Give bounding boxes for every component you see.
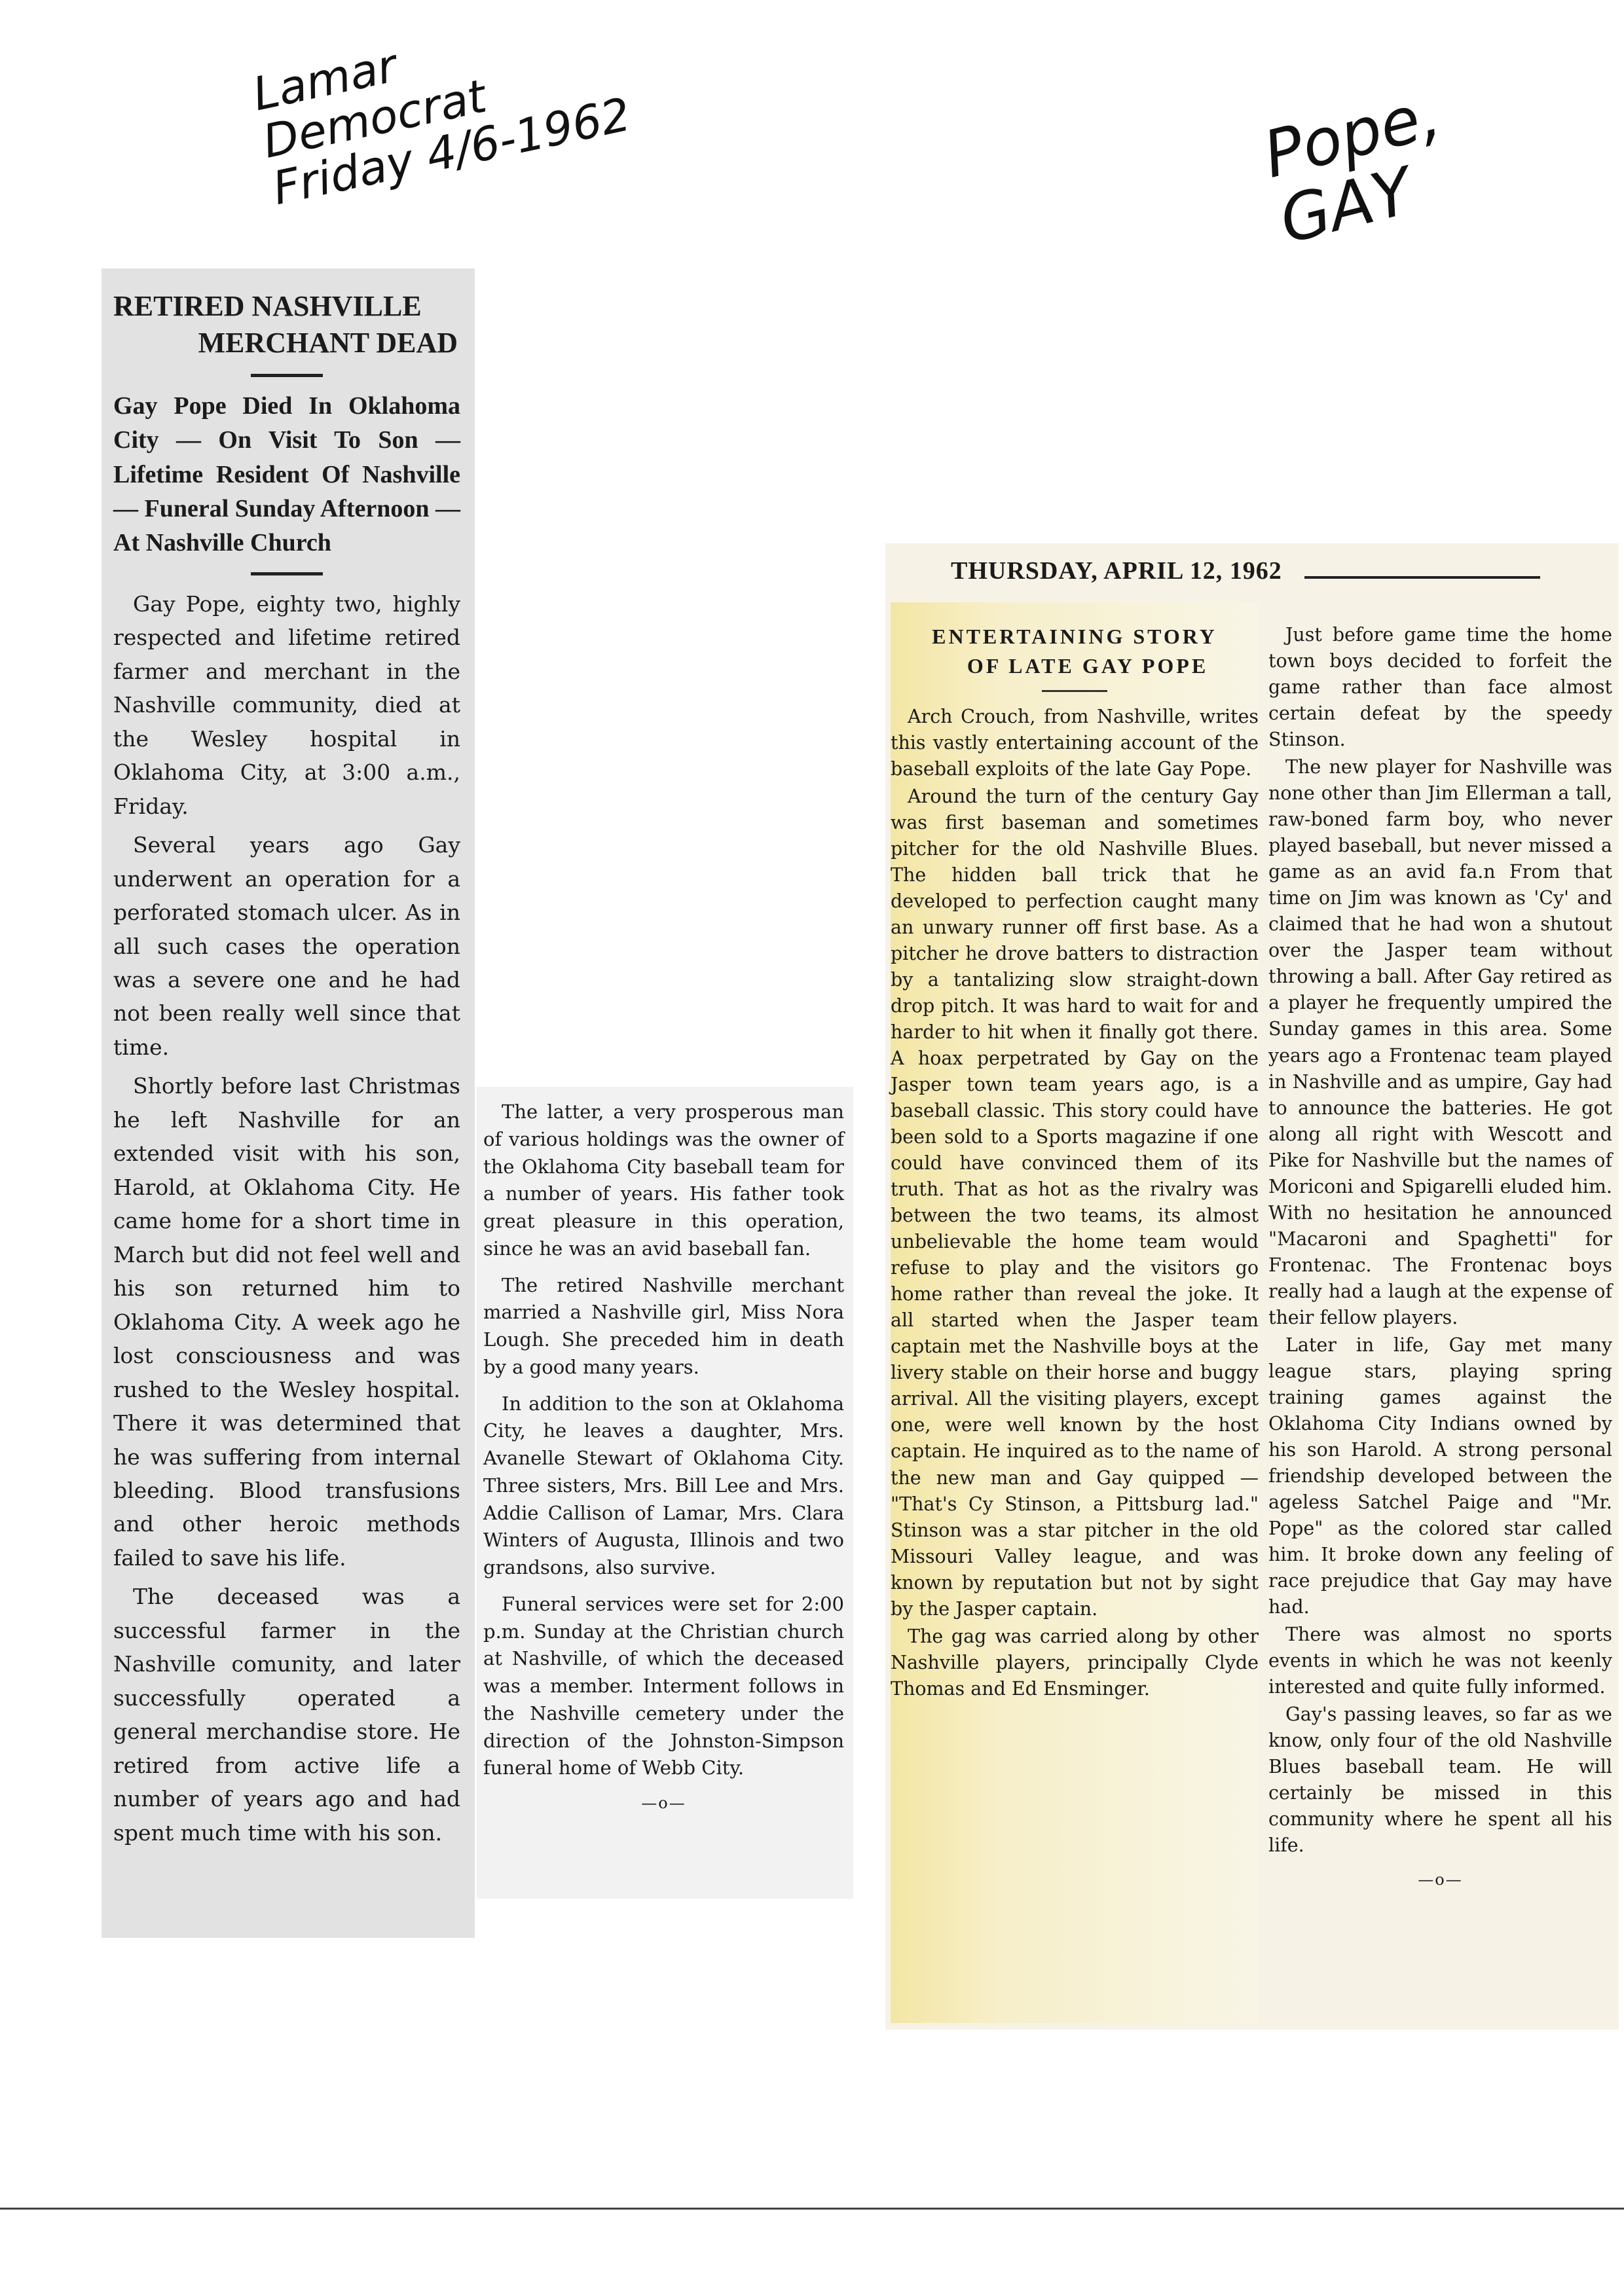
title-rule <box>1042 690 1107 692</box>
paragraph: The latter, a very prosperous man of various holdings was the owner of the Oklahoma City baseball team for a number of years. His father took great pleasure in this operation, since he was an avid baseball fan. <box>483 1101 844 1260</box>
obituary-body <box>113 587 460 1850</box>
dateline: THURSDAY, APRIL 12, 1962 <box>951 557 1282 585</box>
paragraph: Several years ago Gay underwent an operation for a perforated stomach ulcer. As in all such cases the operation was a severe one and he had not been really well since that time. <box>113 832 460 1060</box>
deck-rule <box>251 572 323 575</box>
title-line-2: OF LATE GAY POPE <box>967 653 1209 678</box>
paragraph: The retired Nashville merchant married a Nashville girl, Miss Nora Lough. She preceded him in death by a good many years. <box>483 1273 844 1378</box>
story-body-left <box>891 704 1259 1702</box>
paragraph: Just before game time the home town boys decided to forfeit the game rather than face almost certain defeat by the speedy Stinson. <box>1268 624 1612 751</box>
story-clipping <box>885 543 1619 2030</box>
paragraph: There was almost no sports events in which he was not keenly interested and quite fully informed. <box>1268 1624 1612 1698</box>
scan-edge-line <box>0 2208 1624 2210</box>
end-mark: —o— <box>641 1794 686 1812</box>
handwritten-source-note: Lamar Democrat Friday 4/6-1962 <box>248 39 635 216</box>
story-column-right <box>1268 602 1612 2023</box>
obituary-clipping <box>101 268 475 1938</box>
story-title <box>891 622 1259 681</box>
paragraph: The gag was carried along by other Nashville players, principally Clyde Thomas and Ed Ensminger. <box>891 1625 1259 1700</box>
paragraph: Shortly before last Christmas he left Nashville for an extended visit with his son, Harold, at Oklahoma City. He came home for a short time in March but did not feel well and his son returned him to Oklahoma City. A week ago he lost consciousness and was rushed to the Wesley hospital. There it was determined that he was suffering from internal bleeding. Blood transfusions and other heroic methods failed to save his life. <box>113 1073 460 1571</box>
paragraph: Gay Pope, eighty two, highly respected and lifetime retired farmer and merchant in the Nashville community, died at the Wesley hospital in Oklahoma City, at 3:00 a.m., Friday. <box>113 591 460 819</box>
paragraph: Around the turn of the century Gay was first baseman and sometimes pitcher for the old Nashville Blues. The hidden ball trick that he developed to perfection caught many an unwary runner off first base. As a pitcher he drove batters to distraction by a tantalizing slow straight-down drop pitch. It was hard to wait for and harder to hit when it finally got there. A hoax perpetrated by Gay on the Jasper town team years ago, is a baseball classic. This story could have been sold to a Sports magazine if one could have convinced them of its truth. That as hot as the rivalry was between the two teams, its almost unbelievable the home team would refuse to play and the visitors go home rather than reveal the joke. It all started when the Jasper team captain met the Nashville boys at the livery stable on their horse and buggy arrival. All the visiting players, except one, were well known by the host captain. He inquired as to the name of the new man and Gay quipped — "That's Cy Stinson, a Pittsburg lad." Stinson was a star pitcher in the old Missouri Valley league, and was known by reputation but not by sight by the Jasper captain. <box>891 785 1259 1620</box>
story-body-right <box>1268 622 1612 1859</box>
story-column-left <box>891 602 1259 2023</box>
dateline-rule <box>1304 576 1540 579</box>
obituary-continuation-clipping <box>477 1087 853 1899</box>
continuation-body <box>483 1099 844 1782</box>
paragraph: Funeral services were set for 2:00 p.m. Sunday at the Christian church at Nashville, of which the deceased was a member. Interment follows in the Nashville cemetery under the direction of the Johnston-Simpson funeral home of Webb City. <box>483 1592 844 1779</box>
title-line-1: ENTERTAINING STORY <box>932 625 1217 648</box>
paragraph: The deceased was a successful farmer in the Nashville comunity, and later successfully operated a general merchandise store. He retired from active life a number of years ago and had spent much time with his son. <box>113 1584 460 1846</box>
paragraph: Gay's passing leaves, so far as we know, only four of the old Nashville Blues baseball team. He will certainly be missed in this community where he spent all his life. <box>1268 1704 1612 1857</box>
paragraph: The new player for Nashville was none other than Jim Ellerman a tall, raw-boned farm boy, who never played baseball, but never missed a game as an avid fa.n From that time on Jim was known as 'Cy' and claimed that he had won a shutout over the Jasper team without throwing a ball. After Gay retired as a player he frequently umpired the Sunday games in this area. Some years ago a Frontenac team played in Nashville and as umpire, Gay had to announce the batteries. He got along all right with Wescott and Pike for Nashville but the names of Moriconi and Spigarelli eluded him. With no hesitation he announced "Macaroni and Spaghetti" for Frontenac. The Frontenac boys really had a laugh at the expense of their fellow players. <box>1268 756 1612 1328</box>
paragraph: Later in life, Gay met many league stars, playing spring training games against the Oklahoma City Indians owned by his son Harold. A strong personal friendship developed between the ageless Satchel Paige and "Mr. Pope" as the colored star called him. It broke down any feeling of race prejudice that Gay may have had. <box>1268 1334 1612 1618</box>
paragraph: In addition to the son at Oklahoma City, he leaves a daughter, Mrs. Avanelle Stewart of Oklahoma City. Three sisters, Mrs. Bill Lee and Mrs. Addie Callison of Lamar, Mrs. Clara Winters of Augusta, Illinois and two grandsons, also survive. <box>483 1392 844 1578</box>
obituary-headline <box>113 288 460 362</box>
end-mark: —o— <box>1418 1870 1463 1889</box>
handwritten-name-note: Pope, GAY <box>1256 77 1448 259</box>
headline-rule <box>251 374 323 377</box>
obituary-deck: Gay Pope Died In Oklahoma City — On Visit To Son — Lifetime Resident Of Nashville — Funeral Sunday Afternoon — At Nashville Church <box>113 392 460 557</box>
paragraph: Arch Crouch, from Nashville, writes this vastly entertaining account of the baseball exploits of the late Gay Pope. <box>891 705 1259 780</box>
headline-line-1: RETIRED NASHVILLE <box>113 290 422 322</box>
headline-line-2: MERCHANT DEAD <box>198 327 458 359</box>
